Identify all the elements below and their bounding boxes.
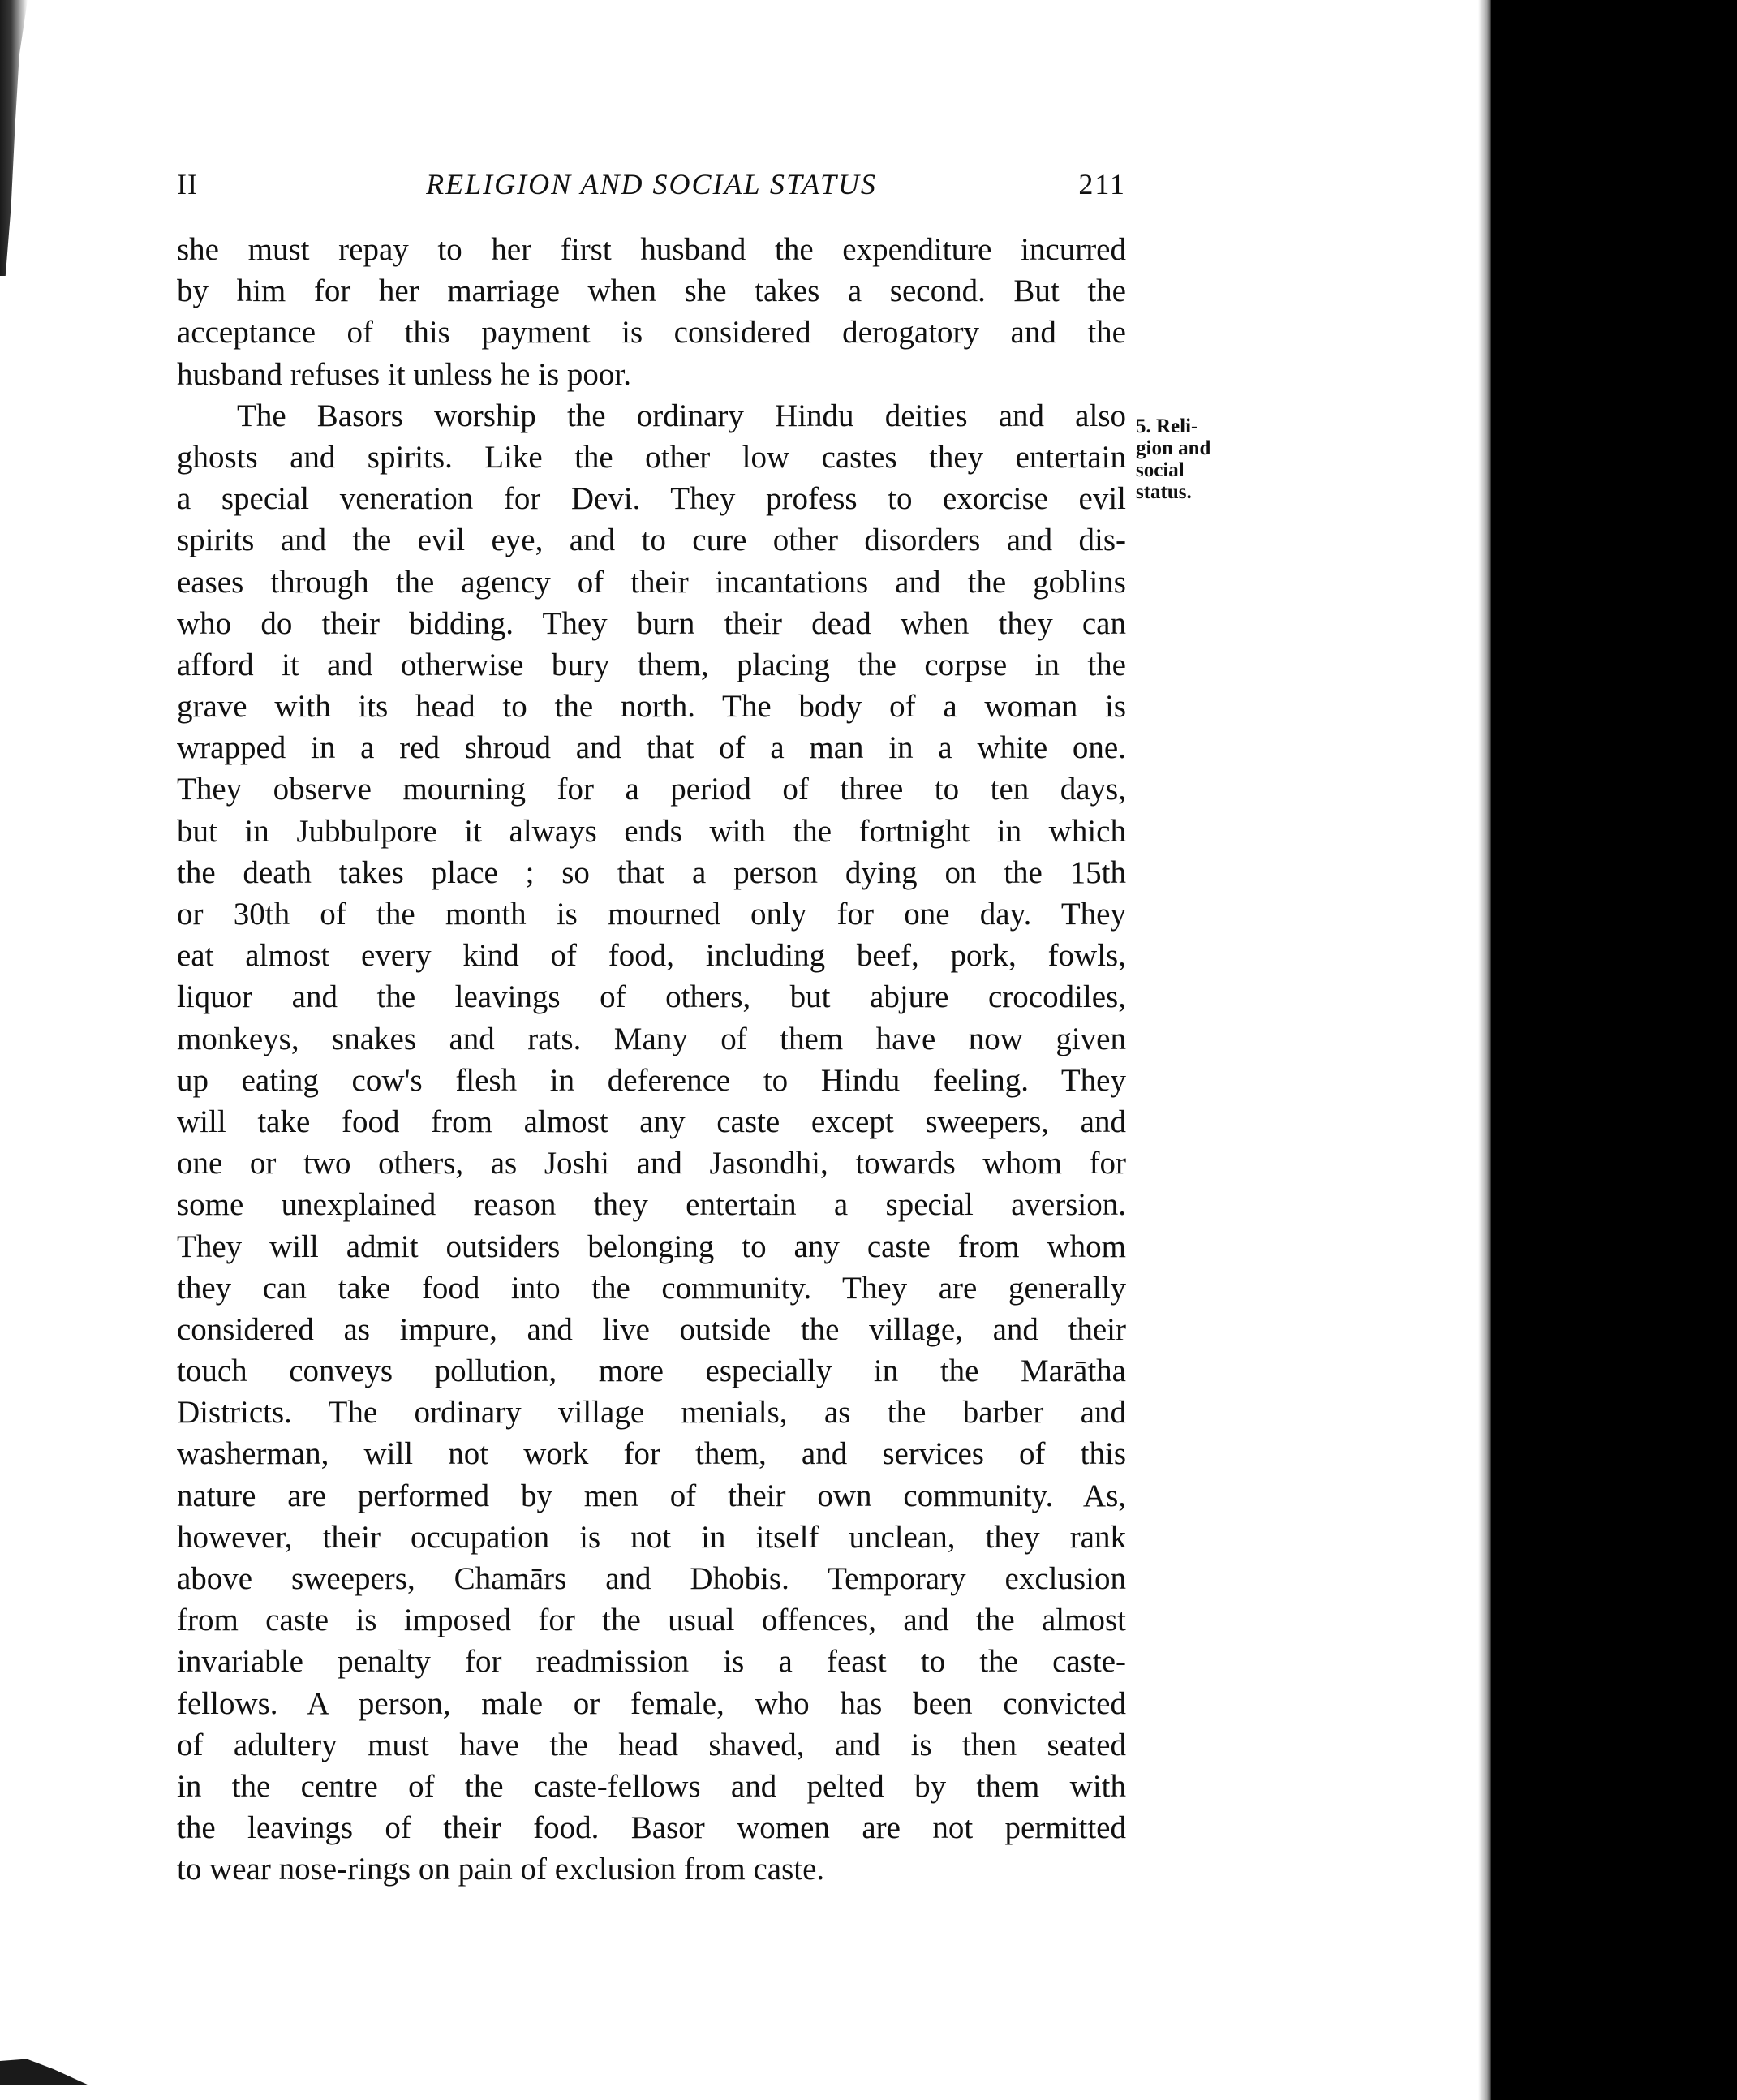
text-line: by him for her marriage when she takes a second. But the	[177, 273, 1126, 309]
text-line: fellows. A person, male or female, who has been convicted	[177, 1685, 1126, 1721]
text-line: Districts. The ordinary village menials, as the barber and	[177, 1395, 1126, 1431]
text-line: to wear nose-rings on pain of exclusion from caste.	[177, 1852, 825, 1887]
text-line: will take food from almost any caste except sweepers, and	[177, 1104, 1126, 1139]
text-line: but in Jubbulpore it always ends with the fortnight in which	[177, 813, 1126, 849]
margin-note-line: social	[1136, 459, 1185, 481]
text-line: considered as impure, and live outside the village, and their	[177, 1311, 1126, 1347]
text-line: the death takes place ; so that a person dying on the 15th	[177, 854, 1126, 890]
running-title: RELIGION AND SOCIAL STATUS	[426, 168, 877, 200]
text-line: or 30th of the month is mourned only for one day. They	[177, 897, 1126, 932]
text-line: spirits and the evil eye, and to cure other disorders and dis-	[177, 523, 1126, 558]
text-line: They will admit outsiders belonging to any caste from whom	[177, 1229, 1126, 1264]
text-line: up eating cow's flesh in deference to Hindu feeling. They	[177, 1062, 1126, 1098]
text-line: The Basors worship the ordinary Hindu deities and also	[237, 398, 1126, 433]
text-line: of adultery must have the head shaved, and is then seated	[177, 1727, 1126, 1762]
scan-binding-shadow	[0, 0, 28, 276]
text-line: acceptance of this payment is considered derogatory and the	[177, 315, 1126, 351]
text-line: a special veneration for Devi. They profess to exorcise evil	[177, 481, 1126, 517]
margin-note-line: gion and	[1136, 437, 1211, 459]
text-line: one or two others, as Joshi and Jasondhi, towards whom for	[177, 1146, 1126, 1181]
text-line: nature are performed by men of their own community. As,	[177, 1478, 1126, 1513]
text-line: monkeys, snakes and rats. Many of them have now given	[177, 1021, 1126, 1056]
text-line: in the centre of the caste-fellows and pelted by them with	[177, 1768, 1126, 1804]
text-line: They observe mourning for a period of three to ten days,	[177, 772, 1126, 807]
text-line: eases through the agency of their incantations and the goblins	[177, 564, 1126, 600]
text-line: they can take food into the community. They are generally	[177, 1270, 1126, 1306]
body-text	[177, 229, 1126, 1891]
scan-dark-margin	[1491, 0, 1737, 2100]
text-line: who do their bidding. They burn their dead when they can	[177, 605, 1126, 641]
scan-corner-mark	[0, 2045, 89, 2085]
text-line: touch conveys pollution, more especially in the Marātha	[177, 1353, 1126, 1389]
running-head	[177, 167, 1126, 206]
text-line: however, their occupation is not in itself unclean, they rank	[177, 1519, 1126, 1555]
text-line: from caste is imposed for the usual offences, and the almost	[177, 1603, 1126, 1638]
text-line: eat almost every kind of food, including beef, pork, fowls,	[177, 938, 1126, 974]
text-line: some unexplained reason they entertain a special aversion.	[177, 1187, 1126, 1223]
text-line: above sweepers, Chamārs and Dhobis. Temporary exclusion	[177, 1561, 1126, 1596]
margin-note	[1136, 415, 1241, 503]
text-line: afford it and otherwise bury them, placing the corpse in the	[177, 647, 1126, 682]
text-line: she must repay to her first husband the expenditure incurred	[177, 232, 1126, 267]
text-line: liquor and the leavings of others, but abjure crocodiles,	[177, 979, 1126, 1015]
text-line: grave with its head to the north. The body of a woman is	[177, 689, 1126, 725]
text-line: husband refuses it unless he is poor.	[177, 356, 632, 392]
chapter-number: II	[177, 168, 198, 200]
margin-note-line: status.	[1136, 481, 1192, 503]
margin-note-line: 5. Reli-	[1136, 415, 1198, 437]
text-line: invariable penalty for readmission is a feast to the caste-	[177, 1644, 1126, 1680]
text-line: washerman, will not work for them, and services of this	[177, 1436, 1126, 1472]
text-line: the leavings of their food. Basor women are not permitted	[177, 1810, 1126, 1846]
page-number: 211	[1078, 168, 1126, 200]
text-line: wrapped in a red shroud and that of a man in a white one.	[177, 730, 1126, 766]
text-line: ghosts and spirits. Like the other low castes they entertain	[177, 439, 1126, 475]
